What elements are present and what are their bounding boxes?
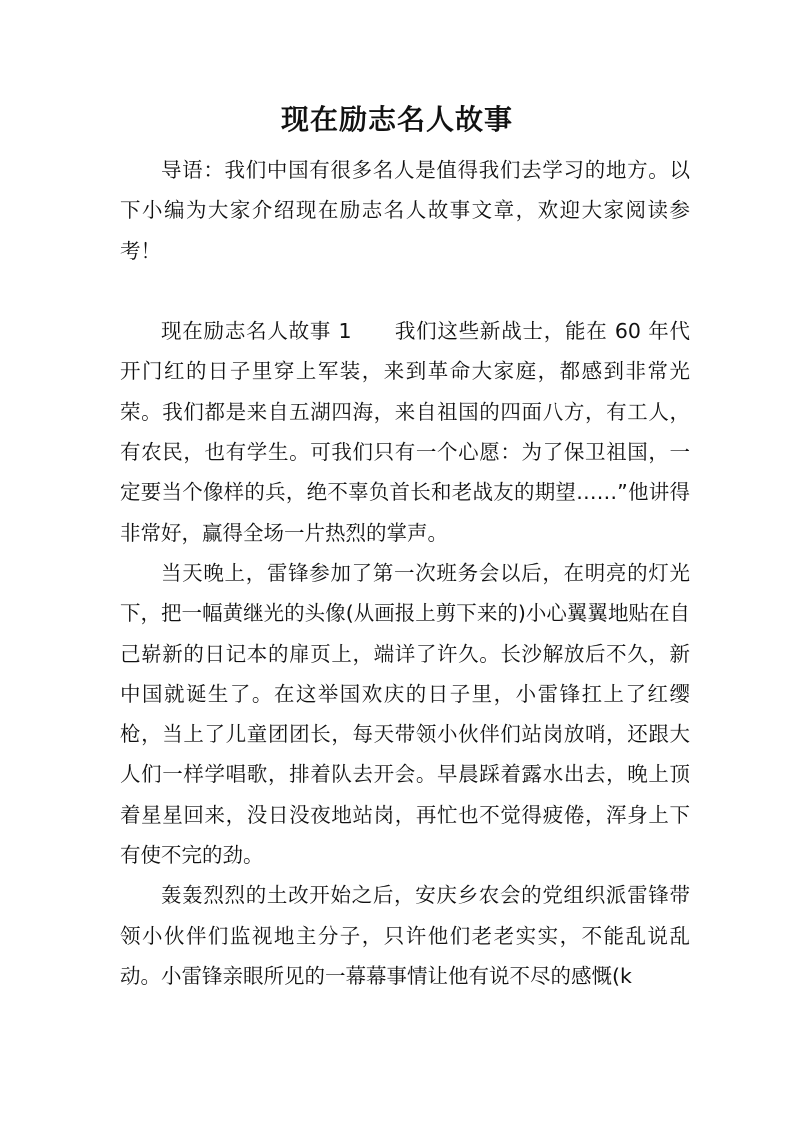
- body-paragraph: 轰轰烈烈的土改开始之后，安庆乡农会的党组织派雷锋带领小伙伴们监视地主分子，只许他们老老实实，不能乱说乱动。小雷锋亲眼所见的一幕幕事情让他有说不尽的感慨(k: [120, 883, 690, 988]
- blank-line: [120, 271, 690, 311]
- body-paragraph: 现在励志名人故事 1 我们这些新战士，能在 60 年代开门红的日子里穿上军装，来到革命大家庭，都感到非常光荣。我们都是来自五湖四海，来自祖国的四面八方，有工人，有农民，也有学生。可我们只有一个心愿：为了保卫祖国，一定要当个像样的兵，绝不辜负首长和老战友的期望……”他讲得非常好，赢得全场一片热烈的掌声。: [120, 319, 690, 545]
- document-title: 现在励志名人故事: [280, 103, 513, 136]
- intro-paragraph: 导语：我们中国有很多名人是值得我们去学习的地方。以下小编为大家介绍现在励志名人故事文章，欢迎大家阅读参考！: [120, 158, 690, 263]
- document-body: [120, 150, 690, 996]
- body-paragraph: 当天晚上，雷锋参加了第一次班务会以后，在明亮的灯光下，把一幅黄继光的头像(从画报上剪下来的)小心翼翼地贴在自己崭新的日记本的扉页上，端详了许久。长沙解放后不久，新中国就诞生了。在这举国欢庆的日子里，小雷锋扛上了红缨枪，当上了儿童团团长，每天带领小伙伴们站岗放哨，还跟大人们一样学唱歌，排着队去开会。早晨踩着露水出去，晚上顶着星星回来，没日没夜地站岗，再忙也不觉得疲倦，浑身上下有使不完的劲。: [120, 560, 690, 868]
